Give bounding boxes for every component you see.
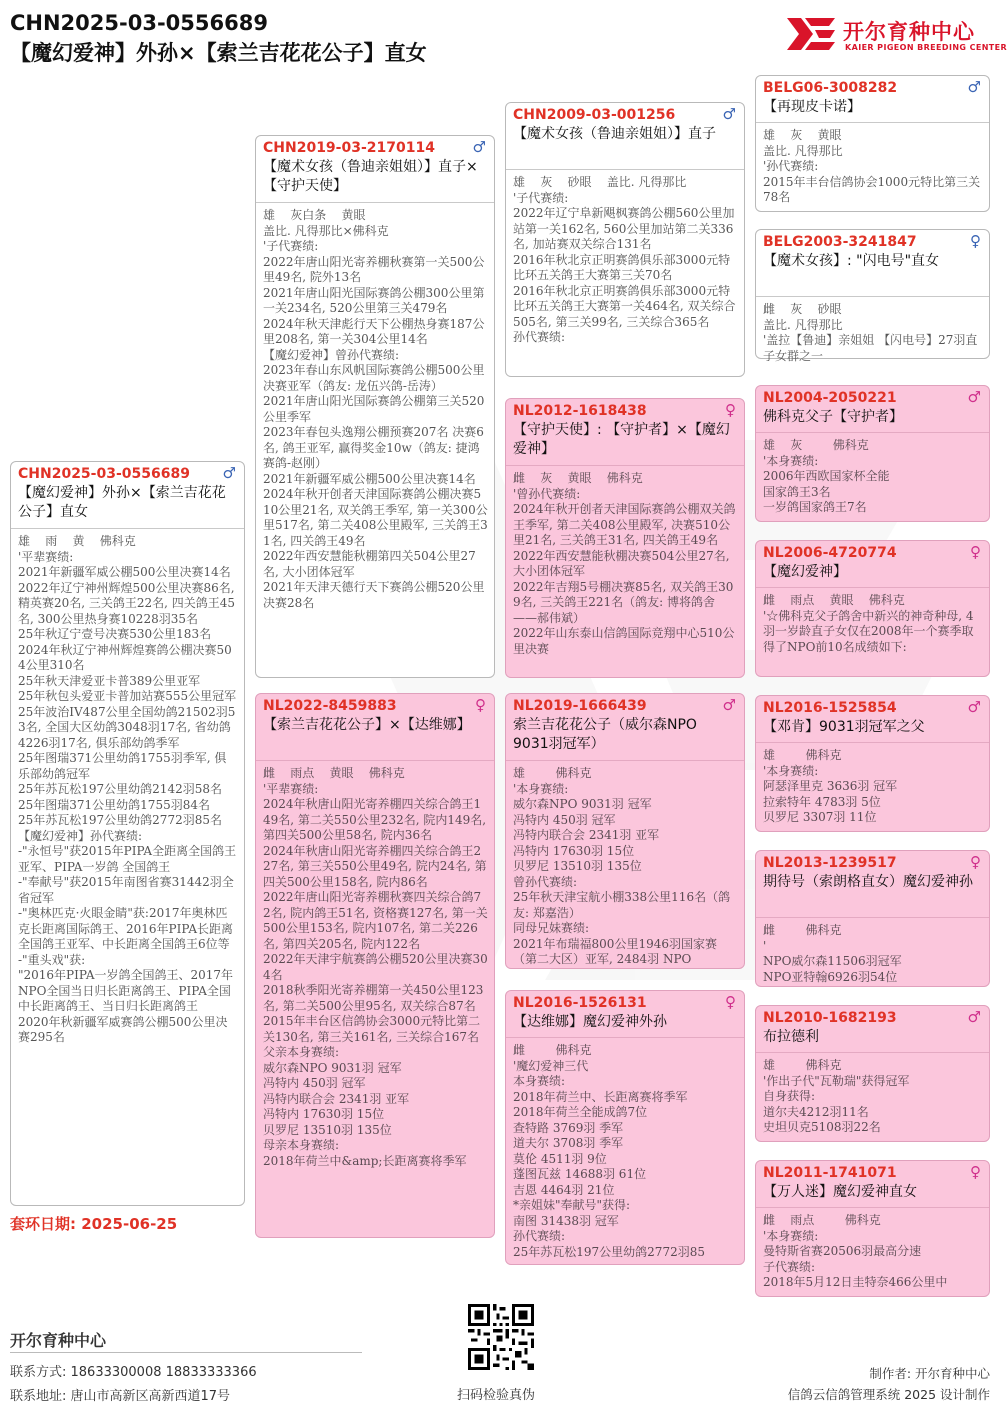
female-icon: ♀ (970, 232, 981, 250)
page-ring-number: CHN2025-03-0556689 (10, 11, 268, 35)
female-icon: ♀ (970, 853, 981, 871)
qr-caption: 扫码检验真伪 (457, 1388, 536, 1403)
footer-contact: 联系方式: 18633300008 18833333366 (10, 1365, 257, 1380)
pigeon-name: 【魔幻爱神】 (763, 564, 847, 580)
card-sdd[interactable] (755, 540, 990, 677)
female-icon: ♀ (970, 543, 981, 561)
pigeon-details: 雌 雨点 黄眼 佛科克 '☆佛科克父子鸽舍中新兴的神奇种母, 4羽一岁龄直子女仅在2008年一个赛季取得了NPO前10名成绩如下: (763, 593, 974, 654)
ring-number: NL2022-8459883 (263, 698, 397, 714)
ring-number: NL2013-1239517 (763, 855, 897, 871)
female-icon: ♀ (725, 993, 736, 1011)
qr-code-icon[interactable] (468, 1304, 534, 1370)
male-icon: ♂ (222, 464, 236, 482)
card-sire-dam[interactable] (505, 398, 745, 678)
pigeon-details: 雌 灰 砂眼 盖比. 凡得那比 '盖拉【鲁迪】亲姐姐 【闪电号】27羽直子女群之一 (763, 302, 978, 363)
female-icon: ♀ (725, 401, 736, 419)
pigeon-name: 索兰吉花花公子（威尔森NPO 9031羽冠军） (513, 717, 697, 752)
male-icon: ♂ (722, 696, 736, 714)
pigeon-name: 【邓肯】9031羽冠军之父 (763, 719, 925, 735)
ring-number: NL2004-2050221 (763, 390, 897, 406)
pigeon-details: 雄 佛科克 '本身赛绩: 威尔森NPO 9031羽 冠军 冯特内 450羽 冠军 冯特内联合会 2341羽 亚军 冯特内 17630羽 15位 贝罗尼 13510羽 135位 曾孙代赛绩: 25年秋天津宝航小棚338公里116名（鸽友: 郑嘉浩） 同母兄妹赛绩: 2021年布瑞福800公里1946羽国家赛（第二大区）亚军, 2484羽 NPO (513, 766, 731, 966)
pigeon-name: 【魔术女孩（鲁迪亲姐姐）】直子×【守护天使】 (263, 159, 478, 194)
page-pair-title: 【魔幻爱神】外孙×【索兰吉花花公子】直女 (10, 41, 427, 65)
male-icon: ♂ (967, 1008, 981, 1026)
logo-en-text: KAIER PIGEON BREEDING CENTER (845, 43, 1007, 52)
ring-number: NL2016-1525854 (763, 700, 897, 716)
pigeon-details: 雄 灰 黄眼 盖比. 凡得那比 '孙代赛绩: 2015年丰台信鸽协会1000元特比第三关78名 (763, 128, 981, 204)
card-sds[interactable] (755, 385, 990, 522)
card-sire-sire[interactable] (505, 102, 745, 377)
pigeon-details: 雄 雨 黄 佛科克 '平辈赛绩: 2021年新疆军威公棚500公里决赛14名 2022年辽宁神州辉煌500公里决赛86名, 精英赛20名, 三关鸽王22名, 四关鸽王45名, 300公里热身赛10228羽35名 25年秋辽宁壹号决赛530公里183名 2024年秋辽宁神州辉煌赛鸽公棚决赛504公里310名 25年秋天津爱亚卡普389公里亚军 25年秋包头爱亚卡普加站赛555公里冠军 25年波治IV487公里全国幼鸽21502羽53名, 全国大区幼鸽3048羽17名, 省幼鸽4226羽17名, 俱乐部幼鸽季军 25年图瑞371公里幼鸽1755羽季军, 俱乐部幼鸽冠军 25年苏瓦松197公里幼鸽2142羽58名 25年图瑞371公里幼鸽1755羽84名 25年苏瓦松197公里幼鸽2772羽85名 【魔幻爱神】孙代赛绩: -"永恒号"获2015年PIPA全距离全国鸽王亚军、PIPA一岁鸽 全国鸽王 -"奉献号"获2015年南图省赛31442羽全省冠军 -"奥林匹克·火眼金睛"获:2017年奥林匹克长距离国际鸽王、2016年PIPA长距离全国鸽王亚军、中长距离全国鸽王6位等 -"重头戏"获: "2016年PIPA一岁鸽全国鸽王、2017年NPO全国当日归长距离鸽王、PIPA全国中长距离鸽王、当日归长距离鸽王 2020年秋新疆军威赛鸽公棚500公里决赛295名 (18, 534, 237, 1044)
pigeon-details: 雄 佛科克 '本身赛绩: 阿瑟泽里克 3636羽 冠军 拉索特年 4783羽 5位 贝罗尼 3307羽 11位 (763, 748, 898, 824)
male-icon: ♂ (967, 388, 981, 406)
pigeon-name: 【万人迷】魔幻爱神直女 (763, 1184, 917, 1200)
pigeon-name: 【守护天使】: 【守护者】×【魔幻爱神】 (513, 422, 730, 457)
male-icon: ♂ (722, 105, 736, 123)
pigeon-details: 雄 灰白条 黄眼 盖比. 凡得那比×佛科克 '子代赛绩: 2022年唐山阳光寄养棚秋赛第一关500公里49名, 院外13名 2021年唐山阳光国际赛鸽公棚300公里第一关234名, 520公里第三关479名 2024年秋天津彪行天下公棚热身赛187公里208名, 第一关304公里14名 【魔幻爱神】曾孙代赛绩: 2023年春山东风帆国际赛鸽公棚500公里决赛亚军（鸽友: 龙伍兴鸽-岳涛） 2021年唐山阳光国际赛鸽公棚第三关520公里季军 2023年春包头逸翔公棚预赛207名 决赛6名, 鸽王亚军, 赢得奖金10w（鸽友: 捷鸿赛鸽-赵刚） 2021年新疆军威公棚500公里决赛14名 2024年秋开创者天津国际赛鸽公棚决赛510公里21名, 双关鸽王季军, 第一关300公里517名, 第二关408公里殿军, 三关鸽王31名, 四关鸽王49名 2022年西安慧能秋棚第四关504公里27名, 大小团体冠军 2021年天津天德行天下赛鸽公棚520公里决赛28名 (263, 208, 488, 610)
company-logo (785, 14, 1007, 56)
pigeon-name: 【魔幻爱神】外孙×【索兰吉花花公子】直女 (18, 485, 226, 520)
card-sss[interactable] (755, 75, 990, 212)
pigeon-name: 【达维娜】魔幻爱神外孙 (513, 1014, 667, 1030)
ring-number: NL2011-1741071 (763, 1165, 897, 1181)
card-sire[interactable] (255, 135, 495, 678)
card-dss[interactable] (755, 695, 990, 832)
male-icon: ♂ (967, 698, 981, 716)
card-ddd[interactable] (755, 1160, 990, 1297)
pigeon-details: 雄 佛科克 '作出子代"瓦勒瑞"获得冠军 自身获得: 道尔夫4212羽11名 史坦贝克5108羽22名 (763, 1058, 910, 1134)
male-icon: ♂ (472, 138, 486, 156)
pigeon-details: 雄 灰 砂眼 盖比. 凡得那比 '子代赛绩: 2022年辽宁阜新飓枫赛鸽公棚560公里加站第一关162名, 560公里加站第二关336名, 加站赛双关综合131名 2016年秋北京正明赛鸽俱乐部3000元特比环五关鸽王大赛第三关70名 2016年秋北京正明赛鸽俱乐部3000元特比环五关鸽王大赛第一关464名, 双关综合505名, 第三关99名, 三关综合365名 孙代赛绩: (513, 175, 736, 344)
pigeon-name: 期待号（索朗格直女）魔幻爱神孙 (763, 874, 973, 890)
card-dam-sire[interactable] (505, 693, 745, 969)
pigeon-name: 【魔术女孩（鲁迪亲姐姐）】直子 (513, 126, 716, 142)
ring-number: NL2016-1526131 (513, 995, 647, 1011)
card-dsd[interactable] (755, 850, 990, 987)
pigeon-name: 佛科克父子【守护者】 (763, 409, 903, 425)
footer-divider (10, 1352, 362, 1353)
pigeon-name: 布拉德利 (763, 1029, 819, 1045)
pigeon-details: 雌 雨点 黄眼 佛科克 '平辈赛绩: 2024年秋唐山阳光寄养棚四关综合鸽王149名, 第二关550公里232名, 院内149名, 第四关500公里58名, 院内36名 2024年秋唐山阳光寄养棚四关综合鸽王227名, 第三关550公里49名, 院内24名, 第四关500公里158名, 院内86名 2022年唐山阳光寄养棚秋赛四关综合鸽72名, 院内鸽王51名, 资格赛127名, 第一关500公里153名, 院内107名, 第二关226名, 第四关205名, 院内122名 2022年天津宇航赛鸽公棚520公里决赛304名 2018秋季阳光寄养棚第一关450公里123名, 第二关500公里95名, 双关综合87名 2015年丰台区信鸽协会3000元特比第二关130名, 第三关161名, 三关综合167名 父亲本身赛绩: 威尔森NPO 9031羽 冠军 冯特内 450羽 冠军 冯特内联合会 2341羽 亚军 冯特内 17630羽 15位 贝罗尼 13510羽 135位 母亲本身赛绩: 2018年荷兰中&amp;长距离赛将季军 (263, 766, 488, 1168)
pigeon-details: 雌 佛科克 ' NPO威尔森11506羽冠军 NPO亚特翰6926羽54位 (763, 923, 902, 984)
ring-number: NL2012-1618438 (513, 403, 647, 419)
female-icon: ♀ (475, 696, 486, 714)
female-icon: ♀ (970, 1163, 981, 1181)
pigeon-details: 雌 雨点 佛科克 '本身赛绩: 曼特斯省赛20506羽最高分速 子代赛绩: 2018年5月12日圭特奈466公里中 (763, 1213, 948, 1289)
logo-mark-icon (785, 14, 839, 54)
footer-address: 联系地址: 唐山市高新区高新西道17号 (10, 1389, 231, 1404)
ring-number: BELG06-3008282 (763, 80, 898, 96)
logo-cn-text: 开尔育种中心 (843, 20, 975, 44)
card-dam-dam[interactable] (505, 990, 745, 1265)
ring-number: NL2010-1682193 (763, 1010, 897, 1026)
ring-date: 套环日期: 2025-06-25 (10, 1215, 178, 1233)
pigeon-name: 【魔术女孩】: "闪电号"直女 (763, 253, 940, 269)
ring-number: NL2019-1666439 (513, 698, 647, 714)
ring-number: BELG2003-3241847 (763, 234, 917, 250)
pigeon-name: 【索兰吉花花公子】×【达维娜】 (263, 717, 471, 733)
card-dam[interactable] (255, 693, 495, 1238)
ring-number: NL2006-4720774 (763, 545, 897, 561)
pigeon-details: 雌 佛科克 '魔幻爱神三代 本身赛绩: 2018年荷兰中、长距离赛将季军 2018年荷兰全能成鸽7位 查特路 3769羽 季军 道夫尔 3708羽 季军 莫伦 4511羽 9位 蓬图瓦兹 14688羽 61位 吉恩 4464羽 21位 *亲姐妹"奉献号"获得: 南图 31438羽 冠军 孙代赛绩: 25年苏瓦松197公里幼鸽2772羽85 (513, 1043, 705, 1259)
pigeon-details: 雌 灰 黄眼 佛科克 '曾孙代赛绩: 2024年秋开创者天津国际赛鸽公棚双关鸽王季军, 第二关408公里殿军, 决赛510公里21名, 三关鸽王31名, 四关鸽王49名 2022年西安慧能秋棚决赛504公里27名, 大小团体冠军 2022年吉翔5号棚决赛85名, 双关鸽王309名, 三关鸽王221名（鸽友: 博将鸽舍——郝伟斌） 2022年山东泰山信鸽国际竞翔中心510公里决赛 (513, 471, 736, 656)
card-ssd[interactable] (755, 229, 990, 363)
card-dds[interactable] (755, 1005, 990, 1142)
footer-system: 信鸽云信鸽管理系统 2025 设计制作 (787, 1387, 990, 1402)
male-icon: ♂ (967, 78, 981, 96)
footer-maker: 制作者: 开尔育种中心 (869, 1366, 990, 1381)
ring-number: CHN2019-03-2170114 (263, 140, 435, 156)
footer-company: 开尔育种中心 (10, 1331, 107, 1350)
ring-number: CHN2009-03-001256 (513, 107, 676, 123)
card-subject[interactable] (10, 461, 245, 1206)
ring-number: CHN2025-03-0556689 (18, 466, 190, 482)
pigeon-details: 雄 灰 佛科克 '本身赛绩: 2006年西欧国家杯全能 国家鸽王3名 一岁鸽国家鸽王7名 (763, 438, 890, 514)
pigeon-name: 【再现皮卡诺】 (763, 99, 861, 115)
